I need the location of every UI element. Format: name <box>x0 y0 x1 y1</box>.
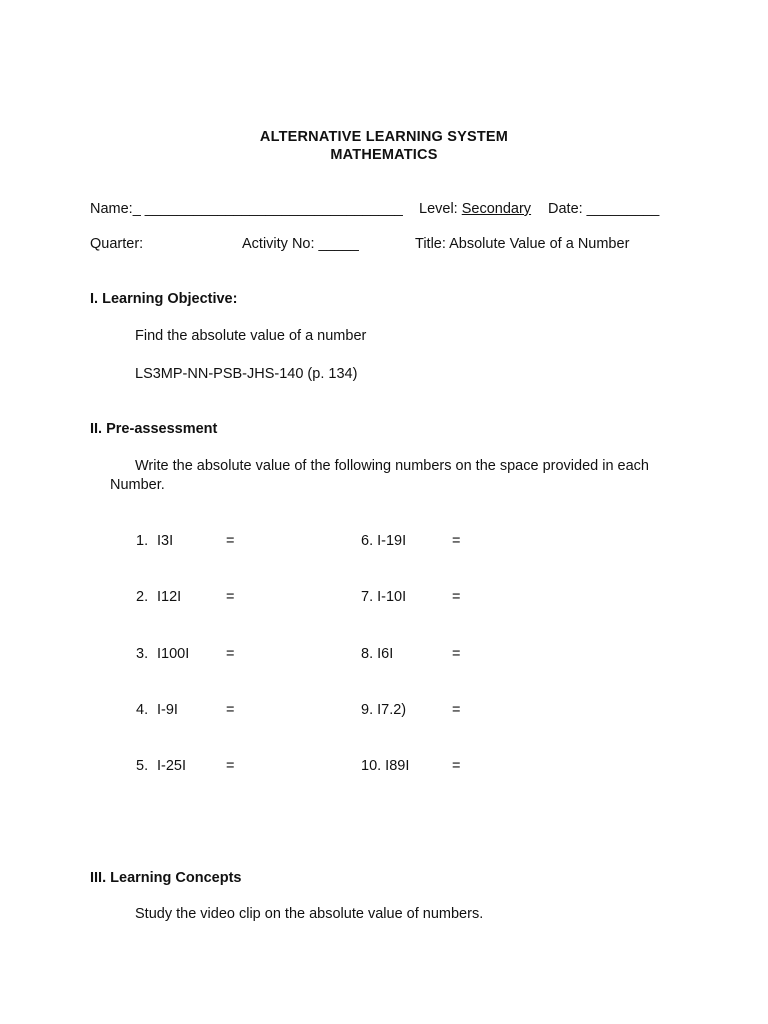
item-equals: = <box>226 758 235 774</box>
item-number: 3. <box>136 646 149 662</box>
item-number: 2. <box>136 589 149 605</box>
item-equals: = <box>226 533 235 549</box>
item-label: 10. I89I <box>361 758 410 774</box>
item-label: 7. I-10I <box>361 589 407 605</box>
competency-code: LS3MP-NN-PSB-JHS-140 (p. 134) <box>135 366 358 382</box>
item-expression: I-25I <box>157 758 187 774</box>
item-label: 6. I-19I <box>361 533 407 549</box>
item-number: 4. <box>136 702 149 718</box>
item-equals: = <box>452 758 461 774</box>
item-number: 1. <box>136 533 149 549</box>
instruction-line-2: Number. <box>110 477 165 493</box>
item-expression: I3I <box>157 533 174 549</box>
item-label: 8. I6I <box>361 646 394 662</box>
item-equals: = <box>452 533 461 549</box>
learning-objective-text: Find the absolute value of a number <box>135 328 367 344</box>
quarter-field-label: Quarter: <box>90 236 144 252</box>
item-label: 9. I7.2) <box>361 702 407 718</box>
instruction-line-1: Write the absolute value of the following numbers on the space provided in each <box>135 458 649 474</box>
activity-number-label: Activity No: _____ <box>242 236 359 252</box>
item-equals: = <box>226 589 235 605</box>
item-equals: = <box>452 646 461 662</box>
item-number: 5. <box>136 758 149 774</box>
section-heading-learning-objective: I. Learning Objective: <box>90 291 238 307</box>
header-title-line2: MATHEMATICS <box>330 147 438 163</box>
header-title-line1: ALTERNATIVE LEARNING SYSTEM <box>259 129 509 145</box>
item-expression: I12I <box>157 589 182 605</box>
level-field <box>419 201 531 217</box>
activity-title-label: Title: Absolute Value of a Number <box>415 236 630 252</box>
item-equals: = <box>226 646 235 662</box>
item-equals: = <box>452 589 461 605</box>
level-label: Level: <box>419 201 458 217</box>
level-value: Secondary <box>461 201 532 217</box>
date-field-label: Date: _________ <box>548 201 660 217</box>
learning-concepts-text: Study the video clip on the absolute value of numbers. <box>135 906 484 922</box>
section-heading-learning-concepts: III. Learning Concepts <box>90 870 242 886</box>
section-heading-pre-assessment: II. Pre-assessment <box>90 421 218 437</box>
item-equals: = <box>226 702 235 718</box>
item-expression: I100I <box>157 646 190 662</box>
item-expression: I-9I <box>157 702 178 718</box>
item-equals: = <box>452 702 461 718</box>
name-field-label: Name:_ ________________________________ <box>90 201 403 217</box>
